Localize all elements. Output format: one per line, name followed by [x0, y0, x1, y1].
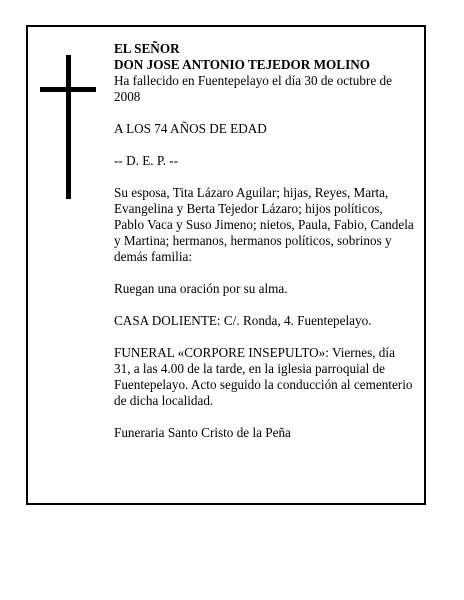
funeral-home-line: Funeraria Santo Cristo de la Peña: [114, 425, 291, 440]
house-line: CASA DOLIENTE: C/. Ronda, 4. Fuentepelayo.: [114, 313, 372, 328]
prayer-line: Ruegan una oración por su alma.: [114, 281, 288, 296]
cross-vertical-bar: [66, 55, 71, 199]
funeral-paragraph: FUNERAL «CORPORE INSEPULTO»: Viernes, día 31, a las 4.00 de la tarde, en la iglesia parroquial de Fuentepelayo. Acto seguido la conducción al cementerio de dicha localidad.: [114, 345, 413, 408]
obituary-card: [26, 25, 426, 505]
obituary-text: [114, 41, 414, 457]
cross-icon: [40, 55, 96, 199]
cross-horizontal-bar: [40, 87, 96, 92]
title-line-1: EL SEÑOR: [114, 41, 180, 56]
deceased-name: DON JOSE ANTONIO TEJEDOR MOLINO: [114, 57, 370, 72]
age-line: A LOS 74 AÑOS DE EDAD: [114, 121, 267, 136]
death-info: Ha fallecido en Fuentepelayo el día 30 de octubre de 2008: [114, 73, 392, 104]
family-paragraph: Su esposa, Tita Lázaro Aguilar; hijas, Reyes, Marta, Evangelina y Berta Tejedor Lázaro; hijos políticos, Pablo Vaca y Suso Jimeno; nietos, Paula, Fabio, Candela y Martina; hermanos, hermanos políticos, sobrinos y demás familia:: [114, 185, 414, 264]
rip-line: -- D. E. P. --: [114, 153, 179, 168]
